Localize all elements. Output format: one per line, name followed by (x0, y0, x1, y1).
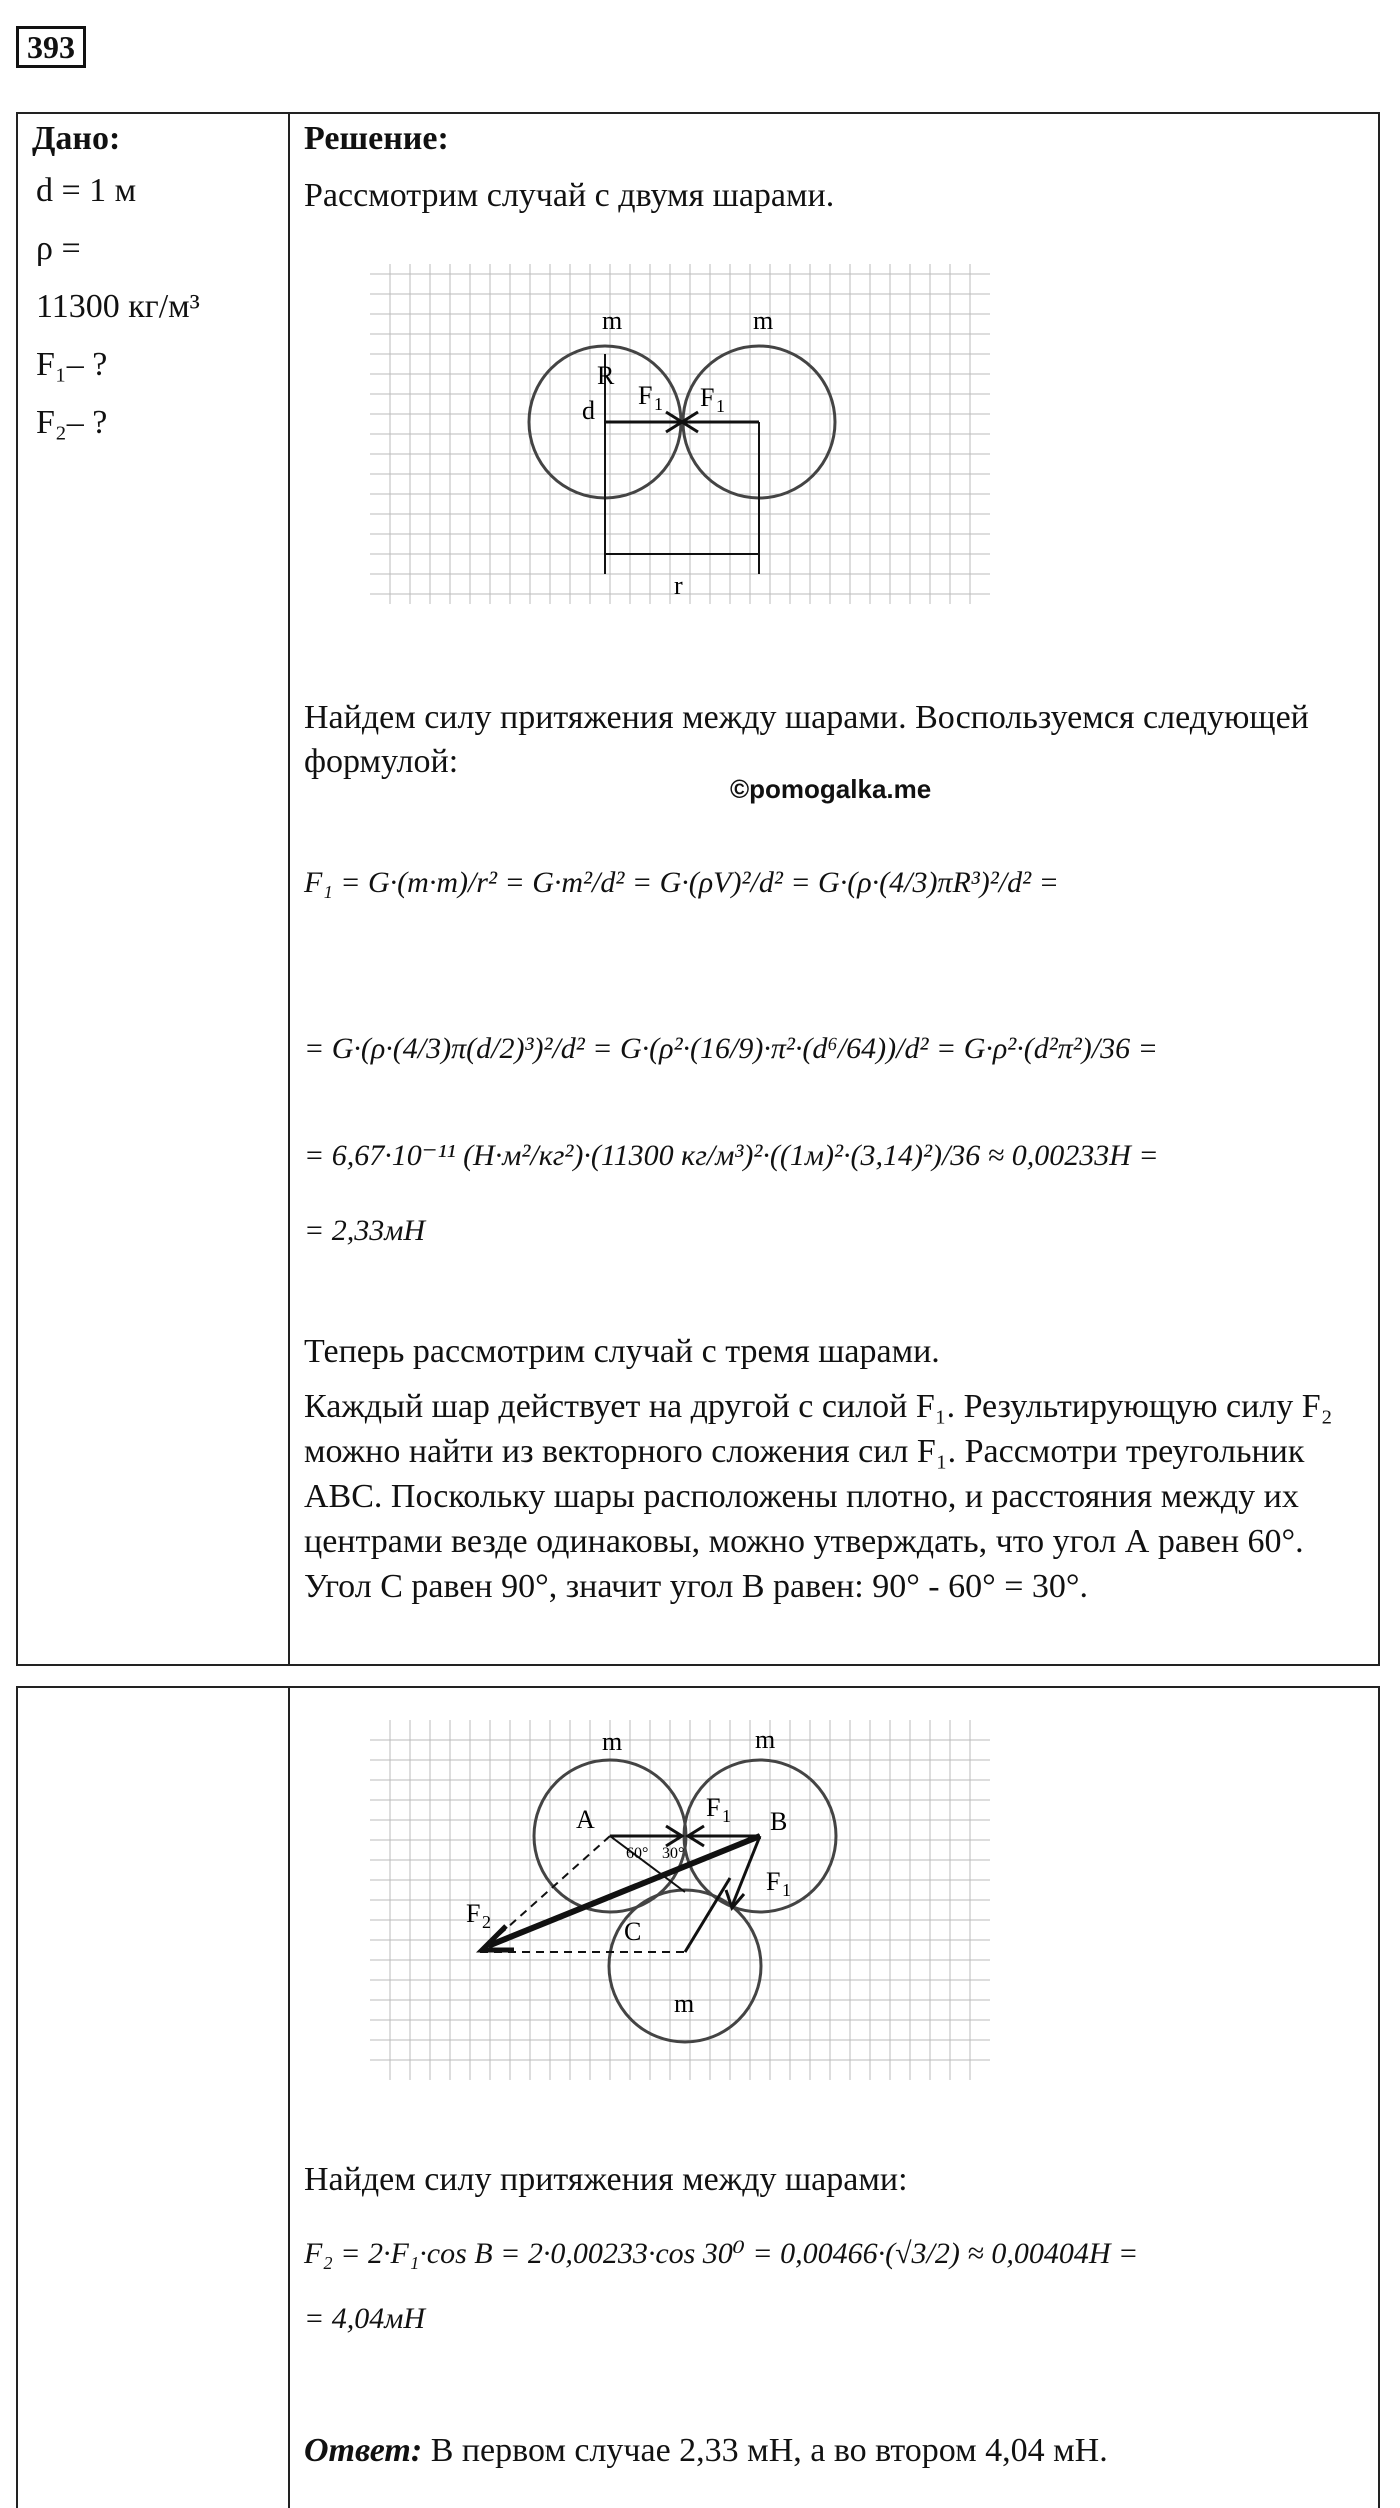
label-C: C (624, 1917, 642, 1946)
label-m-A: m (602, 1727, 623, 1756)
answer-label: Ответ: (304, 2432, 423, 2469)
given-f2: F₂– ? (36, 404, 108, 441)
find-force-text-2: Найдем силу притяжения между шарами: (304, 2161, 908, 2198)
ball-C (609, 1890, 761, 2042)
label-angle-60: 60° (626, 1845, 649, 1862)
label-F1-right: F (766, 1867, 781, 1896)
label-r: r (674, 571, 683, 600)
label-F2-sub: 2 (482, 1912, 491, 1932)
label-F1-left-sub: 1 (654, 394, 663, 414)
watermark: ©pomogalka.me (730, 774, 932, 804)
label-F1-right: F (700, 383, 715, 412)
formula-line-4: = 2,33мН (304, 1214, 426, 1247)
label-angle-30: 30° (662, 1845, 685, 1862)
label-F1-right-sub: 1 (716, 396, 725, 416)
three-balls-text: Теперь рассмотрим случай с тремя шарами. (304, 1333, 940, 1370)
given-rho-value: 11300 кг/м³ (36, 288, 200, 325)
label-F1-right-sub: 1 (782, 1880, 791, 1900)
solution-column-2 (290, 1688, 1378, 2508)
problem-number: 393 (16, 26, 86, 68)
formula-line-3: = 6,67·10⁻¹¹ (Н·м²/кг²)·(11300 кг/м³)²·((1м)²·(3,14)²)/36 ≈ 0,00233Н = (304, 1139, 1159, 1172)
label-d: d (582, 396, 595, 425)
given-column-empty (18, 1688, 290, 2508)
formula2-line-2: = 4,04мН (304, 2302, 426, 2335)
three-balls-diagram (370, 1720, 990, 2100)
given-f1: F₁– ? (36, 346, 108, 383)
grid-2 (370, 1720, 990, 2080)
intro-text: Рассмотрим случай с двумя шарами. (304, 177, 835, 214)
solution-table-2 (16, 1686, 1380, 2508)
label-F2: F (466, 1899, 481, 1928)
given-d: d = 1 м (36, 172, 137, 209)
label-m-left: m (602, 306, 623, 335)
label-R: R (597, 361, 615, 390)
label-F1-top: F (706, 1793, 721, 1822)
given-column (18, 114, 290, 1664)
label-m-right: m (753, 306, 774, 335)
label-F1-left: F (638, 381, 653, 410)
solution-column (290, 114, 1378, 1664)
formula-line-1: F₁ = G·(m·m)/r² = G·m²/d² = G·(ρV)²/d² = G·(ρ·(4/3)πR³)²/d² = (304, 866, 1059, 899)
answer-text: В первом случае 2,33 мН, а во втором 4,04 мН. (422, 2432, 1108, 2469)
solution-title: Решение: (304, 120, 449, 157)
label-F1-top-sub: 1 (722, 1806, 731, 1826)
given-rho-label: ρ = (36, 230, 81, 267)
given-title: Дано: (32, 120, 121, 157)
solution-table-1 (16, 112, 1380, 1666)
label-B: B (770, 1807, 788, 1836)
label-m-B: m (755, 1725, 776, 1754)
find-force-text: Найдем силу притяжения между шарами. Воспользуемся следующей формулой: (304, 699, 1309, 780)
two-balls-diagram (370, 264, 990, 624)
answer (304, 2432, 1108, 2470)
explanation-text: Каждый шар действует на другой с силой F₁. Результирующую силу F₂ можно найти из векторного сложения сил F₁. Рассмотри треугольник АВС. Поскольку шары расположены плотно, и расстояния между их центрами везде одинаковы, можно утверждать, что угол А равен 60°. Угол С равен 90°, значит угол В равен: 90° - 60° = 30°. (304, 1388, 1333, 1605)
label-A: A (576, 1805, 595, 1834)
label-m-C: m (674, 1989, 695, 2018)
formula2-line-1: F₂ = 2·F₁·cos B = 2·0,00233·cos 30⁰ = 0,00466·(√3/2) ≈ 0,00404Н = (304, 2237, 1139, 2270)
formula-line-2: = G·(ρ·(4/3)π(d/2)³)²/d² = G·(ρ²·(16/9)·π²·(d⁶/64))/d² = G·ρ²·(d²π²)/36 = (304, 1032, 1158, 1065)
